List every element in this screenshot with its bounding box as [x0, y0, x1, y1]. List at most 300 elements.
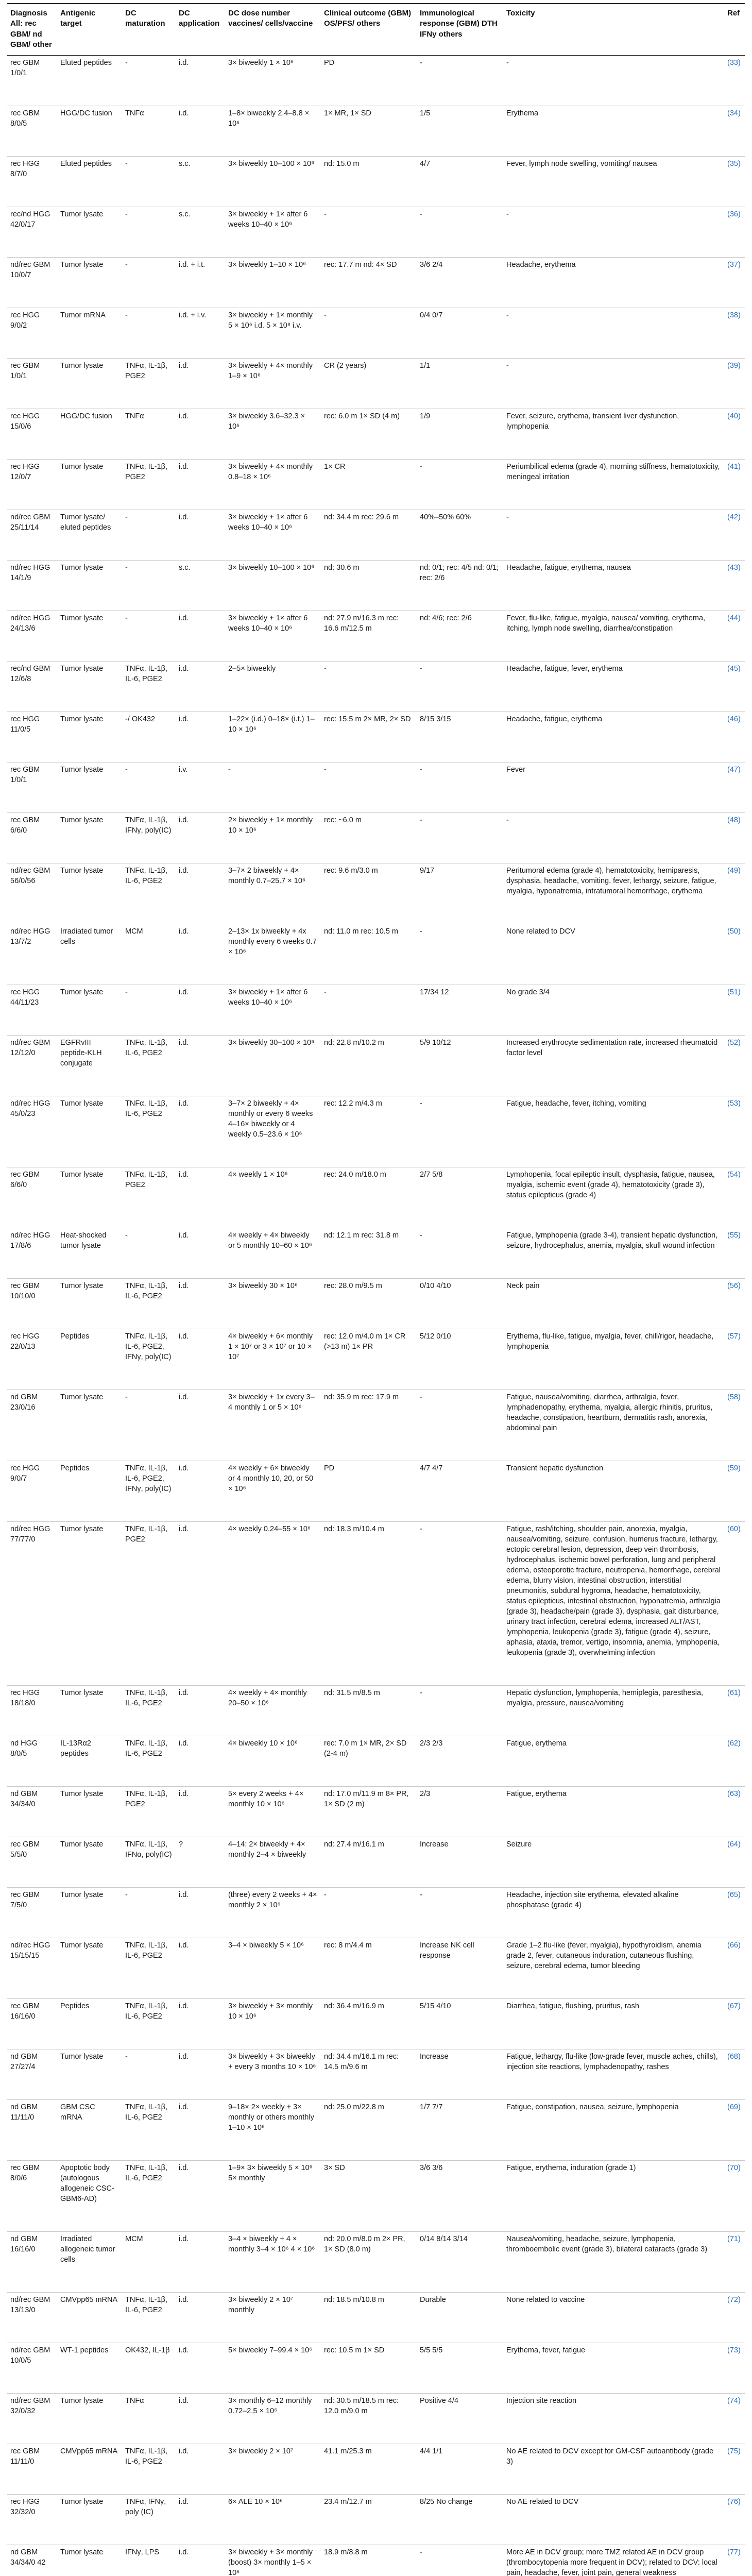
cell-dc-maturation: TNFα, IL-1β, PGE2 — [122, 1167, 176, 1228]
cell-ref[interactable]: (33) — [724, 56, 745, 106]
cell-clinical-outcome: CR (2 years) — [321, 359, 417, 409]
table-row — [7, 1228, 745, 1279]
cell-dc-dose: 4× weekly 1 × 10⁶ — [225, 1167, 321, 1228]
cell-clinical-outcome: nd: 20.0 m/8.0 m 2× PR, 1× SD (8.0 m) — [321, 2232, 417, 2293]
cell-antigenic-target: CMVpp65 mRNA — [57, 2444, 122, 2495]
cell-dc-application: i.d. — [176, 712, 225, 762]
cell-diagnosis: nd/rec GBM 12/12/0 — [7, 1036, 57, 1096]
cell-dc-dose: 3× biweekly 2 × 10⁷ monthly — [225, 2293, 321, 2343]
cell-dc-dose: 4× weekly 0.24–55 × 10⁶ — [225, 1522, 321, 1686]
cell-dc-application: i.d. — [176, 1938, 225, 1999]
cell-diagnosis: nd GBM 27/27/4 — [7, 2049, 57, 2100]
table-row — [7, 510, 745, 561]
cell-dc-dose: 9–18× 2× weekly + 3× monthly or others monthly 1–10 × 10⁶ — [225, 2100, 321, 2161]
cell-dc-dose: 3× biweekly + 1× after 6 weeks 10–40 × 10⁶ — [225, 207, 321, 258]
cell-dc-maturation: -/ OK432 — [122, 712, 176, 762]
cell-diagnosis: nd/rec HGG 14/1/9 — [7, 561, 57, 611]
table-row — [7, 157, 745, 207]
cell-immunological-response: - — [417, 1686, 503, 1736]
cell-ref[interactable]: (36) — [724, 207, 745, 258]
cell-dc-maturation: TNFα — [122, 409, 176, 460]
cell-immunological-response: nd: 0/1; rec: 4/5 nd: 0/1; rec: 2/6 — [417, 561, 503, 611]
cell-ref[interactable]: (34) — [724, 106, 745, 157]
cell-dc-maturation: TNFα, IL-1β, IFNγ, poly(IC) — [122, 813, 176, 863]
cell-immunological-response: 5/15 4/10 — [417, 1999, 503, 2049]
header-immunological-response: Immunological response (GBM) DTH IFNy others — [417, 4, 503, 56]
cell-immunological-response: - — [417, 662, 503, 712]
cell-ref[interactable]: (41) — [724, 460, 745, 510]
cell-diagnosis: nd/rec HGG 77/77/0 — [7, 1522, 57, 1686]
cell-clinical-outcome: nd: 12.1 m rec: 31.8 m — [321, 1228, 417, 1279]
cell-dc-dose: 3× biweekly + 4× monthly 0.8–18 × 10⁶ — [225, 460, 321, 510]
cell-clinical-outcome: nd: 27.9 m/16.3 m rec: 16.6 m/12.5 m — [321, 611, 417, 662]
cell-immunological-response: nd: 4/6; rec: 2/6 — [417, 611, 503, 662]
cell-antigenic-target: Tumor lysate — [57, 1390, 122, 1461]
cell-dc-application: i.v. — [176, 762, 225, 813]
page — [0, 3, 752, 2576]
cell-dc-dose: 3× biweekly + 1× after 6 weeks 10–40 × 10⁶ — [225, 611, 321, 662]
cell-diagnosis: rec GBM 1/0/1 — [7, 359, 57, 409]
cell-ref[interactable]: (46) — [724, 712, 745, 762]
cell-antigenic-target: Tumor lysate — [57, 1938, 122, 1999]
cell-ref[interactable]: (37) — [724, 258, 745, 308]
table-row — [7, 1329, 745, 1390]
cell-ref[interactable]: (57) — [724, 1329, 745, 1390]
cell-immunological-response: 5/9 10/12 — [417, 1036, 503, 1096]
cell-dc-dose: 3× biweekly + 3× monthly 10 × 10⁶ — [225, 1999, 321, 2049]
table-row — [7, 712, 745, 762]
cell-toxicity: Erythema, fever, fatigue — [503, 2343, 724, 2394]
cell-antigenic-target: Tumor lysate — [57, 762, 122, 813]
cell-dc-application: i.d. — [176, 2495, 225, 2545]
cell-clinical-outcome: nd: 30.5 m/18.5 m rec: 12.0 m/9.0 m — [321, 2394, 417, 2444]
cell-antigenic-target: CMVpp65 mRNA — [57, 2293, 122, 2343]
cell-immunological-response: - — [417, 762, 503, 813]
cell-dc-dose: (three) every 2 weeks + 4× monthly 2 × 10⁶ — [225, 1888, 321, 1938]
cell-clinical-outcome: nd: 11.0 m rec: 10.5 m — [321, 924, 417, 985]
cell-immunological-response: - — [417, 1228, 503, 1279]
cell-dc-maturation: - — [122, 762, 176, 813]
table-row — [7, 2049, 745, 2100]
cell-antigenic-target: Eluted peptides — [57, 56, 122, 106]
table-row — [7, 2444, 745, 2495]
cell-antigenic-target: Tumor lysate — [57, 712, 122, 762]
table-row — [7, 1787, 745, 1837]
cell-toxicity: Fever, lymph node swelling, vomiting/ nausea — [503, 157, 724, 207]
cell-ref[interactable]: (51) — [724, 985, 745, 1036]
cell-dc-dose: 4× weekly + 4× monthly 20–50 × 10⁶ — [225, 1686, 321, 1736]
cell-dc-maturation: - — [122, 611, 176, 662]
cell-immunological-response: - — [417, 924, 503, 985]
cell-toxicity: Headache, fatigue, erythema — [503, 712, 724, 762]
cell-dc-application: i.d. + i.t. — [176, 258, 225, 308]
cell-clinical-outcome: 1× CR — [321, 460, 417, 510]
cell-dc-maturation: TNFα, IL-1β, IL-6, PGE2 — [122, 1736, 176, 1787]
cell-dc-dose: 1–22× (i.d.) 0–18× (i.t.) 1–10 × 10⁶ — [225, 712, 321, 762]
cell-clinical-outcome: rec: 24.0 m/18.0 m — [321, 1167, 417, 1228]
header-dc-dose: DC dose number vaccines/ cells/vaccine — [225, 4, 321, 56]
cell-toxicity: No AE related to DCV except for GM-CSF autoantibody (grade 3) — [503, 2444, 724, 2495]
cell-ref[interactable]: (69) — [724, 2100, 745, 2161]
table-row — [7, 924, 745, 985]
cell-diagnosis: nd GBM 34/34/0 — [7, 1787, 57, 1837]
cell-clinical-outcome: rec: 12.0 m/4.0 m 1× CR (>13 m) 1× PR — [321, 1329, 417, 1390]
cell-dc-maturation: TNFα, IL-1β, IL-6, PGE2, IFNγ, poly(IC) — [122, 1329, 176, 1390]
cell-dc-maturation: OK432, IL-1β — [122, 2343, 176, 2394]
cell-dc-maturation: TNFα, IL-1β, IL-6, PGE2 — [122, 1938, 176, 1999]
cell-dc-dose: 4× weekly + 6× biweekly or 4 monthly 10, 20, or 50 × 10⁶ — [225, 1461, 321, 1522]
cell-clinical-outcome: rec: 15.5 m 2× MR, 2× SD — [321, 712, 417, 762]
cell-dc-application: i.d. — [176, 985, 225, 1036]
cell-toxicity: No AE related to DCV — [503, 2495, 724, 2545]
cell-dc-application: i.d. — [176, 2343, 225, 2394]
cell-diagnosis: rec HGG 15/0/6 — [7, 409, 57, 460]
cell-ref[interactable]: (77) — [724, 2545, 745, 2576]
cell-toxicity: Erythema, flu-like, fatigue, myalgia, fever, chill/rigor, headache, lymphopenia — [503, 1329, 724, 1390]
table-row — [7, 985, 745, 1036]
cell-diagnosis: nd/rec HGG 13/7/2 — [7, 924, 57, 985]
cell-toxicity: Headache, fatigue, fever, erythema — [503, 662, 724, 712]
cell-toxicity: Fatigue, constipation, nausea, seizure, lymphopenia — [503, 2100, 724, 2161]
cell-dc-application: i.d. — [176, 2293, 225, 2343]
cell-diagnosis: nd/rec HGG 45/0/23 — [7, 1096, 57, 1167]
table-row — [7, 1837, 745, 1888]
table-row — [7, 359, 745, 409]
cell-antigenic-target: Tumor lysate — [57, 1837, 122, 1888]
cell-immunological-response: 4/7 — [417, 157, 503, 207]
cell-dc-dose: 4× biweekly 10 × 10⁶ — [225, 1736, 321, 1787]
cell-clinical-outcome: 1× MR, 1× SD — [321, 106, 417, 157]
cell-ref[interactable]: (54) — [724, 1167, 745, 1228]
cell-ref[interactable]: (52) — [724, 1036, 745, 1096]
cell-antigenic-target: Tumor lysate — [57, 561, 122, 611]
cell-ref[interactable]: (63) — [724, 1787, 745, 1837]
cell-dc-dose: 3× biweekly + 3× biweekly + every 3 months 10 × 10⁶ — [225, 2049, 321, 2100]
cell-diagnosis: nd/rec HGG 24/13/6 — [7, 611, 57, 662]
cell-diagnosis: rec GBM 1/0/1 — [7, 56, 57, 106]
cell-ref[interactable]: (70) — [724, 2161, 745, 2232]
table-row — [7, 1167, 745, 1228]
cell-toxicity: Periumbilical edema (grade 4), morning stiffness, hematotoxicity, meningeal irritation — [503, 460, 724, 510]
cell-toxicity: Fatigue, erythema — [503, 1736, 724, 1787]
cell-dc-application: i.d. — [176, 1228, 225, 1279]
cell-antigenic-target: Tumor lysate — [57, 1888, 122, 1938]
cell-clinical-outcome: nd: 18.3 m/10.4 m — [321, 1522, 417, 1686]
cell-antigenic-target: Tumor lysate — [57, 2545, 122, 2576]
table-row — [7, 2232, 745, 2293]
cell-ref[interactable]: (64) — [724, 1837, 745, 1888]
cell-diagnosis: nd/rec GBM 25/11/14 — [7, 510, 57, 561]
cell-dc-maturation: - — [122, 985, 176, 1036]
cell-ref[interactable]: (47) — [724, 762, 745, 813]
cell-ref[interactable]: (56) — [724, 1279, 745, 1329]
cell-dc-dose: 5× every 2 weeks + 4× monthly 10 × 10⁶ — [225, 1787, 321, 1837]
cell-diagnosis: rec HGG 32/32/0 — [7, 2495, 57, 2545]
header-ref: Ref — [724, 4, 745, 56]
cell-clinical-outcome: rec: 28.0 m/9.5 m — [321, 1279, 417, 1329]
cell-ref[interactable]: (62) — [724, 1736, 745, 1787]
cell-ref[interactable]: (67) — [724, 1999, 745, 2049]
cell-dc-application: i.d. — [176, 409, 225, 460]
cell-clinical-outcome: - — [321, 762, 417, 813]
cell-dc-application: s.c. — [176, 207, 225, 258]
cell-clinical-outcome: nd: 27.4 m/16.1 m — [321, 1837, 417, 1888]
cell-dc-maturation: - — [122, 258, 176, 308]
cell-antigenic-target: Tumor lysate — [57, 611, 122, 662]
cell-dc-application: i.d. — [176, 1279, 225, 1329]
cell-diagnosis: nd GBM 11/11/0 — [7, 2100, 57, 2161]
cell-clinical-outcome: rec: ~6.0 m — [321, 813, 417, 863]
cell-immunological-response: 8/15 3/15 — [417, 712, 503, 762]
cell-toxicity: Fever — [503, 762, 724, 813]
cell-toxicity: None related to DCV — [503, 924, 724, 985]
cell-immunological-response: 0/4 0/7 — [417, 308, 503, 359]
cell-dc-maturation: TNFα — [122, 106, 176, 157]
table-row — [7, 1279, 745, 1329]
cell-immunological-response: 17/34 12 — [417, 985, 503, 1036]
cell-dc-application: i.d. + i.v. — [176, 308, 225, 359]
table-row — [7, 56, 745, 106]
cell-toxicity: Diarrhea, fatigue, flushing, pruritus, rash — [503, 1999, 724, 2049]
cell-dc-maturation: - — [122, 510, 176, 561]
cell-clinical-outcome: nd: 17.0 m/11.9 m 8× PR, 1× SD (2 m) — [321, 1787, 417, 1837]
cell-toxicity: - — [503, 308, 724, 359]
cell-dc-maturation: TNFα, IL-1β, IFNα, poly(IC) — [122, 1837, 176, 1888]
cell-dc-application: i.d. — [176, 1461, 225, 1522]
table-row — [7, 106, 745, 157]
header-row — [7, 4, 745, 56]
cell-antigenic-target: Irradiated allogeneic tumor cells — [57, 2232, 122, 2293]
cell-immunological-response: 4/4 1/1 — [417, 2444, 503, 2495]
cell-ref[interactable]: (73) — [724, 2343, 745, 2394]
cell-antigenic-target: Tumor lysate — [57, 1279, 122, 1329]
cell-toxicity: Fever, flu-like, fatigue, myalgia, nausea/ vomiting, erythema, itching, lymph node swelling, diarrhea/constipation — [503, 611, 724, 662]
cell-dc-dose: 3× biweekly + 1× after 6 weeks 10–40 × 10⁶ — [225, 510, 321, 561]
cell-dc-maturation: - — [122, 207, 176, 258]
table-row — [7, 1036, 745, 1096]
cell-dc-application: i.d. — [176, 2049, 225, 2100]
cell-immunological-response: 1/5 — [417, 106, 503, 157]
cell-dc-application: i.d. — [176, 662, 225, 712]
cell-dc-dose: 4–14: 2× biweekly + 4× monthly 2–4 × biweekly — [225, 1837, 321, 1888]
cell-dc-maturation: TNFα, IL-1β, IL-6, PGE2 — [122, 2100, 176, 2161]
cell-clinical-outcome: rec: 7.0 m 1× MR, 2× SD (2-4 m) — [321, 1736, 417, 1787]
cell-diagnosis: nd/rec GBM 32/0/32 — [7, 2394, 57, 2444]
cell-clinical-outcome: - — [321, 308, 417, 359]
cell-dc-dose: 3× biweekly + 1× monthly 5 × 10⁶ i.d. 5 × 10⁸ i.v. — [225, 308, 321, 359]
cell-immunological-response: - — [417, 56, 503, 106]
cell-diagnosis: nd/rec GBM 56/0/56 — [7, 863, 57, 924]
cell-toxicity: - — [503, 56, 724, 106]
cell-antigenic-target: Tumor lysate — [57, 1787, 122, 1837]
cell-dc-dose: 6× ALE 10 × 10⁶ — [225, 2495, 321, 2545]
cell-ref[interactable]: (72) — [724, 2293, 745, 2343]
cell-diagnosis: rec GBM 6/6/0 — [7, 1167, 57, 1228]
cell-ref[interactable]: (61) — [724, 1686, 745, 1736]
table-row — [7, 207, 745, 258]
header-dc-maturation: DC maturation — [122, 4, 176, 56]
cell-ref[interactable]: (39) — [724, 359, 745, 409]
cell-immunological-response: 1/7 7/7 — [417, 2100, 503, 2161]
cell-toxicity: Fatigue, nausea/vomiting, diarrhea, arthralgia, fever, lymphadenopathy, erythema, myalgia, allergic rhinitis, pruritus, headache, constipation, heartburn, dermatitis rash, anorexia, abdominal pain — [503, 1390, 724, 1461]
cell-dc-application: i.d. — [176, 106, 225, 157]
table-row — [7, 561, 745, 611]
cell-antigenic-target: Tumor lysate — [57, 1167, 122, 1228]
cell-immunological-response: 40%–50% 60% — [417, 510, 503, 561]
cell-dc-maturation: TNFα, IL-1β, IL-6, PGE2 — [122, 662, 176, 712]
cell-immunological-response: - — [417, 1096, 503, 1167]
cell-clinical-outcome: rec: 9.6 m/3.0 m — [321, 863, 417, 924]
cell-clinical-outcome: rec: 12.2 m/4.3 m — [321, 1096, 417, 1167]
cell-dc-application: i.d. — [176, 611, 225, 662]
cell-clinical-outcome: nd: 22.8 m/10.2 m — [321, 1036, 417, 1096]
cell-dc-dose: 4× biweekly + 6× monthly 1 × 10⁷ or 3 × 10⁷ or 10 × 10⁷ — [225, 1329, 321, 1390]
cell-clinical-outcome: - — [321, 207, 417, 258]
cell-clinical-outcome: nd: 36.4 m/16.9 m — [321, 1999, 417, 2049]
cell-diagnosis: rec HGG 44/11/23 — [7, 985, 57, 1036]
cell-dc-application: i.d. — [176, 2394, 225, 2444]
cell-toxicity: Fatigue, lethargy, flu-like (low-grade fever, muscle aches, chills), injection site reactions, lymphadenopathy, rashes — [503, 2049, 724, 2100]
cell-diagnosis: rec GBM 8/0/6 — [7, 2161, 57, 2232]
cell-antigenic-target: IL-13Rα2 peptides — [57, 1736, 122, 1787]
cell-clinical-outcome: nd: 15.0 m — [321, 157, 417, 207]
cell-immunological-response: 9/17 — [417, 863, 503, 924]
cell-dc-maturation: - — [122, 2049, 176, 2100]
cell-immunological-response: - — [417, 1522, 503, 1686]
cell-antigenic-target: Tumor lysate/ eluted peptides — [57, 510, 122, 561]
cell-immunological-response: Increase — [417, 2049, 503, 2100]
cell-dc-dose: 4× weekly + 4× biweekly or 5 monthly 10–60 × 10⁶ — [225, 1228, 321, 1279]
cell-immunological-response: Durable — [417, 2293, 503, 2343]
cell-ref[interactable]: (74) — [724, 2394, 745, 2444]
cell-ref[interactable]: (49) — [724, 863, 745, 924]
cell-dc-dose: 3–7× 2 biweekly + 4× monthly 0.7–25.7 × 10⁶ — [225, 863, 321, 924]
cell-ref[interactable]: (60) — [724, 1522, 745, 1686]
cell-dc-maturation: MCM — [122, 924, 176, 985]
cell-clinical-outcome: rec: 8 m/4.4 m — [321, 1938, 417, 1999]
table-row — [7, 2394, 745, 2444]
cell-dc-maturation: TNFα — [122, 2394, 176, 2444]
cell-ref[interactable]: (68) — [724, 2049, 745, 2100]
cell-antigenic-target: HGG/DC fusion — [57, 409, 122, 460]
cell-toxicity: - — [503, 359, 724, 409]
cell-ref[interactable]: (71) — [724, 2232, 745, 2293]
cell-ref[interactable]: (50) — [724, 924, 745, 985]
cell-ref[interactable]: (53) — [724, 1096, 745, 1167]
table-row — [7, 1938, 745, 1999]
cell-toxicity: Increased erythrocyte sedimentation rate, increased rheumatoid factor level — [503, 1036, 724, 1096]
cell-ref[interactable]: (58) — [724, 1390, 745, 1461]
cell-diagnosis: nd GBM 16/16/0 — [7, 2232, 57, 2293]
table-row — [7, 863, 745, 924]
cell-dc-dose: 3× biweekly + 4× monthly 1–9 × 10⁶ — [225, 359, 321, 409]
cell-toxicity: Fever, seizure, erythema, transient liver dysfunction, lymphopenia — [503, 409, 724, 460]
cell-diagnosis: rec HGG 12/0/7 — [7, 460, 57, 510]
cell-antigenic-target: Peptides — [57, 1999, 122, 2049]
cell-ref[interactable]: (75) — [724, 2444, 745, 2495]
dc-vaccine-trials-table — [7, 3, 745, 2576]
cell-ref[interactable]: (40) — [724, 409, 745, 460]
cell-dc-dose: 3–4 × biweekly + 4 × monthly 3–4 × 10⁶ 4 × 10⁶ — [225, 2232, 321, 2293]
cell-ref[interactable]: (66) — [724, 1938, 745, 1999]
cell-diagnosis: nd/rec GBM 13/13/0 — [7, 2293, 57, 2343]
cell-ref[interactable]: (43) — [724, 561, 745, 611]
cell-antigenic-target: GBM CSC mRNA — [57, 2100, 122, 2161]
cell-toxicity: More AE in DCV group; more TMZ related AE in DCV group (thrombocytopenia more frequent in DCV); related to DCV: local pain, headache, fever, joint pain, general weakness — [503, 2545, 724, 2576]
cell-ref[interactable]: (44) — [724, 611, 745, 662]
cell-antigenic-target: Tumor lysate — [57, 359, 122, 409]
cell-diagnosis: rec GBM 6/6/0 — [7, 813, 57, 863]
table-row — [7, 1999, 745, 2049]
cell-clinical-outcome: nd: 30.6 m — [321, 561, 417, 611]
cell-dc-dose: 3× biweekly 3.6–32.3 × 10⁶ — [225, 409, 321, 460]
cell-diagnosis: nd/rec HGG 17/8/6 — [7, 1228, 57, 1279]
cell-antigenic-target: Tumor lysate — [57, 460, 122, 510]
cell-dc-dose: 3× biweekly + 1× after 6 weeks 10–40 × 10⁶ — [225, 985, 321, 1036]
header-dc-application: DC application — [176, 4, 225, 56]
cell-toxicity: Nausea/vomiting, headache, seizure, lymphopenia, thromboembolic event (grade 3), bilateral cataracts (grade 3) — [503, 2232, 724, 2293]
table-row — [7, 1096, 745, 1167]
cell-clinical-outcome: rec: 6.0 m 1× SD (4 m) — [321, 409, 417, 460]
cell-ref[interactable]: (65) — [724, 1888, 745, 1938]
cell-dc-application: i.d. — [176, 1999, 225, 2049]
cell-toxicity: Grade 1–2 flu-like (fever, myalgia), hypothyroidism, anemia grade 2, fever, cutaneous induration, cutaneous flushing, seizure, cerebral edema, tumor bleeding — [503, 1938, 724, 1999]
cell-immunological-response: 0/14 8/14 3/14 — [417, 2232, 503, 2293]
cell-toxicity: No grade 3/4 — [503, 985, 724, 1036]
cell-dc-maturation: - — [122, 1390, 176, 1461]
cell-diagnosis: rec/nd HGG 42/0/17 — [7, 207, 57, 258]
cell-ref[interactable]: (59) — [724, 1461, 745, 1522]
cell-immunological-response: Positive 4/4 — [417, 2394, 503, 2444]
cell-dc-maturation: - — [122, 1888, 176, 1938]
cell-diagnosis: nd/rec GBM 10/0/5 — [7, 2343, 57, 2394]
cell-ref[interactable]: (76) — [724, 2495, 745, 2545]
cell-diagnosis: nd/rec HGG 15/15/15 — [7, 1938, 57, 1999]
cell-ref[interactable]: (48) — [724, 813, 745, 863]
cell-dc-application: i.d. — [176, 1888, 225, 1938]
cell-toxicity: Headache, injection site erythema, elevated alkaline phosphatase (grade 4) — [503, 1888, 724, 1938]
cell-antigenic-target: Tumor lysate — [57, 2394, 122, 2444]
cell-antigenic-target: Tumor lysate — [57, 258, 122, 308]
table-row — [7, 2293, 745, 2343]
cell-ref[interactable]: (38) — [724, 308, 745, 359]
cell-antigenic-target: Tumor lysate — [57, 813, 122, 863]
cell-toxicity: Headache, fatigue, erythema, nausea — [503, 561, 724, 611]
cell-diagnosis: rec GBM 10/10/0 — [7, 1279, 57, 1329]
cell-ref[interactable]: (55) — [724, 1228, 745, 1279]
cell-dc-dose: 3× biweekly + 1x every 3–4 monthly 1 or 5 × 10⁶ — [225, 1390, 321, 1461]
cell-dc-maturation: TNFα, IL-1β, IL-6, PGE2 — [122, 863, 176, 924]
cell-dc-dose: 3× biweekly 30–100 × 10⁶ — [225, 1036, 321, 1096]
cell-toxicity: Headache, erythema — [503, 258, 724, 308]
cell-dc-maturation: TNFα, IL-1β, IL-6, PGE2 — [122, 1686, 176, 1736]
cell-dc-dose: 5× biweekly 7–99.4 × 10⁶ — [225, 2343, 321, 2394]
cell-ref[interactable]: (35) — [724, 157, 745, 207]
cell-dc-maturation: IFNγ, LPS — [122, 2545, 176, 2576]
cell-dc-application: i.d. — [176, 2100, 225, 2161]
cell-immunological-response: - — [417, 1390, 503, 1461]
cell-diagnosis: nd GBM 23/0/16 — [7, 1390, 57, 1461]
cell-dc-application: i.d. — [176, 924, 225, 985]
cell-ref[interactable]: (45) — [724, 662, 745, 712]
table-row — [7, 2495, 745, 2545]
cell-toxicity: Transient hepatic dysfunction — [503, 1461, 724, 1522]
cell-dc-dose: - — [225, 762, 321, 813]
table-row — [7, 1888, 745, 1938]
cell-clinical-outcome: nd: 34.4 m rec: 29.6 m — [321, 510, 417, 561]
cell-ref[interactable]: (42) — [724, 510, 745, 561]
cell-antigenic-target: Peptides — [57, 1329, 122, 1390]
